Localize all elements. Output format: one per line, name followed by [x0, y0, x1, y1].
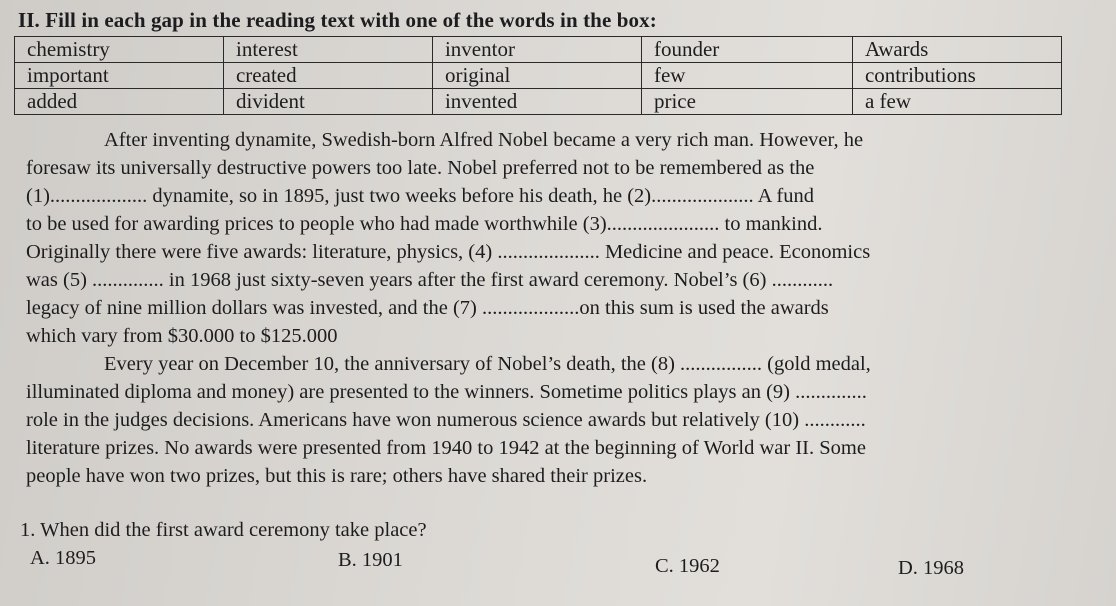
passage-line: was (5) .............. in 1968 just sixty-seven years after the first award ceremony. Nobel’s (6) ............	[26, 269, 834, 291]
word-cell: price	[641, 89, 852, 115]
passage-line: legacy of nine million dollars was invested, and the (7) ...................on this sum is used the awards	[26, 297, 829, 319]
question-text: 1. When did the first award ceremony take place?	[20, 519, 427, 541]
passage-line: After inventing dynamite, Swedish-born Alfred Nobel became a very rich man. However, he	[104, 129, 864, 151]
option-a: A. 1895	[30, 547, 97, 569]
option-c: C. 1962	[655, 555, 720, 577]
passage-line: (1)................... dynamite, so in 1895, just two weeks before his death, he (2).................... A fund	[26, 185, 814, 207]
word-box-row	[15, 63, 1062, 89]
word-cell: interest	[223, 37, 432, 63]
exercise-heading: II. Fill in each gap in the reading text with one of the words in the box:	[18, 8, 657, 32]
passage-line: role in the judges decisions. Americans have won numerous science awards but relatively (10) ............	[26, 409, 866, 431]
word-cell: divident	[223, 89, 432, 115]
word-cell: a few	[852, 89, 1061, 115]
word-cell: few	[641, 63, 852, 89]
word-cell: important	[15, 63, 224, 89]
word-cell: created	[223, 63, 432, 89]
passage-line: Originally there were five awards: literature, physics, (4) .................... Medicine and peace. Economics	[26, 241, 871, 263]
word-cell: original	[432, 63, 641, 89]
passage-line: illuminated diploma and money) are presented to the winners. Sometime politics plays an (9) ..............	[26, 381, 867, 403]
word-cell: inventor	[432, 37, 641, 63]
passage-line: to be used for awarding prices to people who had made worthwhile (3)...................... to mankind.	[26, 213, 823, 235]
word-cell: invented	[432, 89, 641, 115]
passage-line: which vary from $30.000 to $125.000	[26, 325, 338, 347]
word-box	[14, 36, 1062, 115]
word-cell: added	[15, 89, 224, 115]
option-d: D. 1968	[898, 557, 965, 579]
passage-line: Every year on December 10, the anniversary of Nobel’s death, the (8) ................ (gold medal,	[104, 353, 871, 375]
word-cell: founder	[641, 37, 852, 63]
option-b: B. 1901	[338, 549, 403, 571]
word-cell: contributions	[852, 63, 1061, 89]
passage-line: literature prizes. No awards were presented from 1940 to 1942 at the beginning of World war II. Some	[26, 437, 866, 459]
passage-line: foresaw its universally destructive powers too late. Nobel preferred not to be remembered as the	[26, 157, 815, 179]
word-box-row	[15, 37, 1062, 63]
word-cell: chemistry	[15, 37, 224, 63]
word-box-row	[15, 89, 1062, 115]
word-cell: Awards	[852, 37, 1061, 63]
passage-line: people have won two prizes, but this is rare; others have shared their prizes.	[26, 465, 648, 487]
